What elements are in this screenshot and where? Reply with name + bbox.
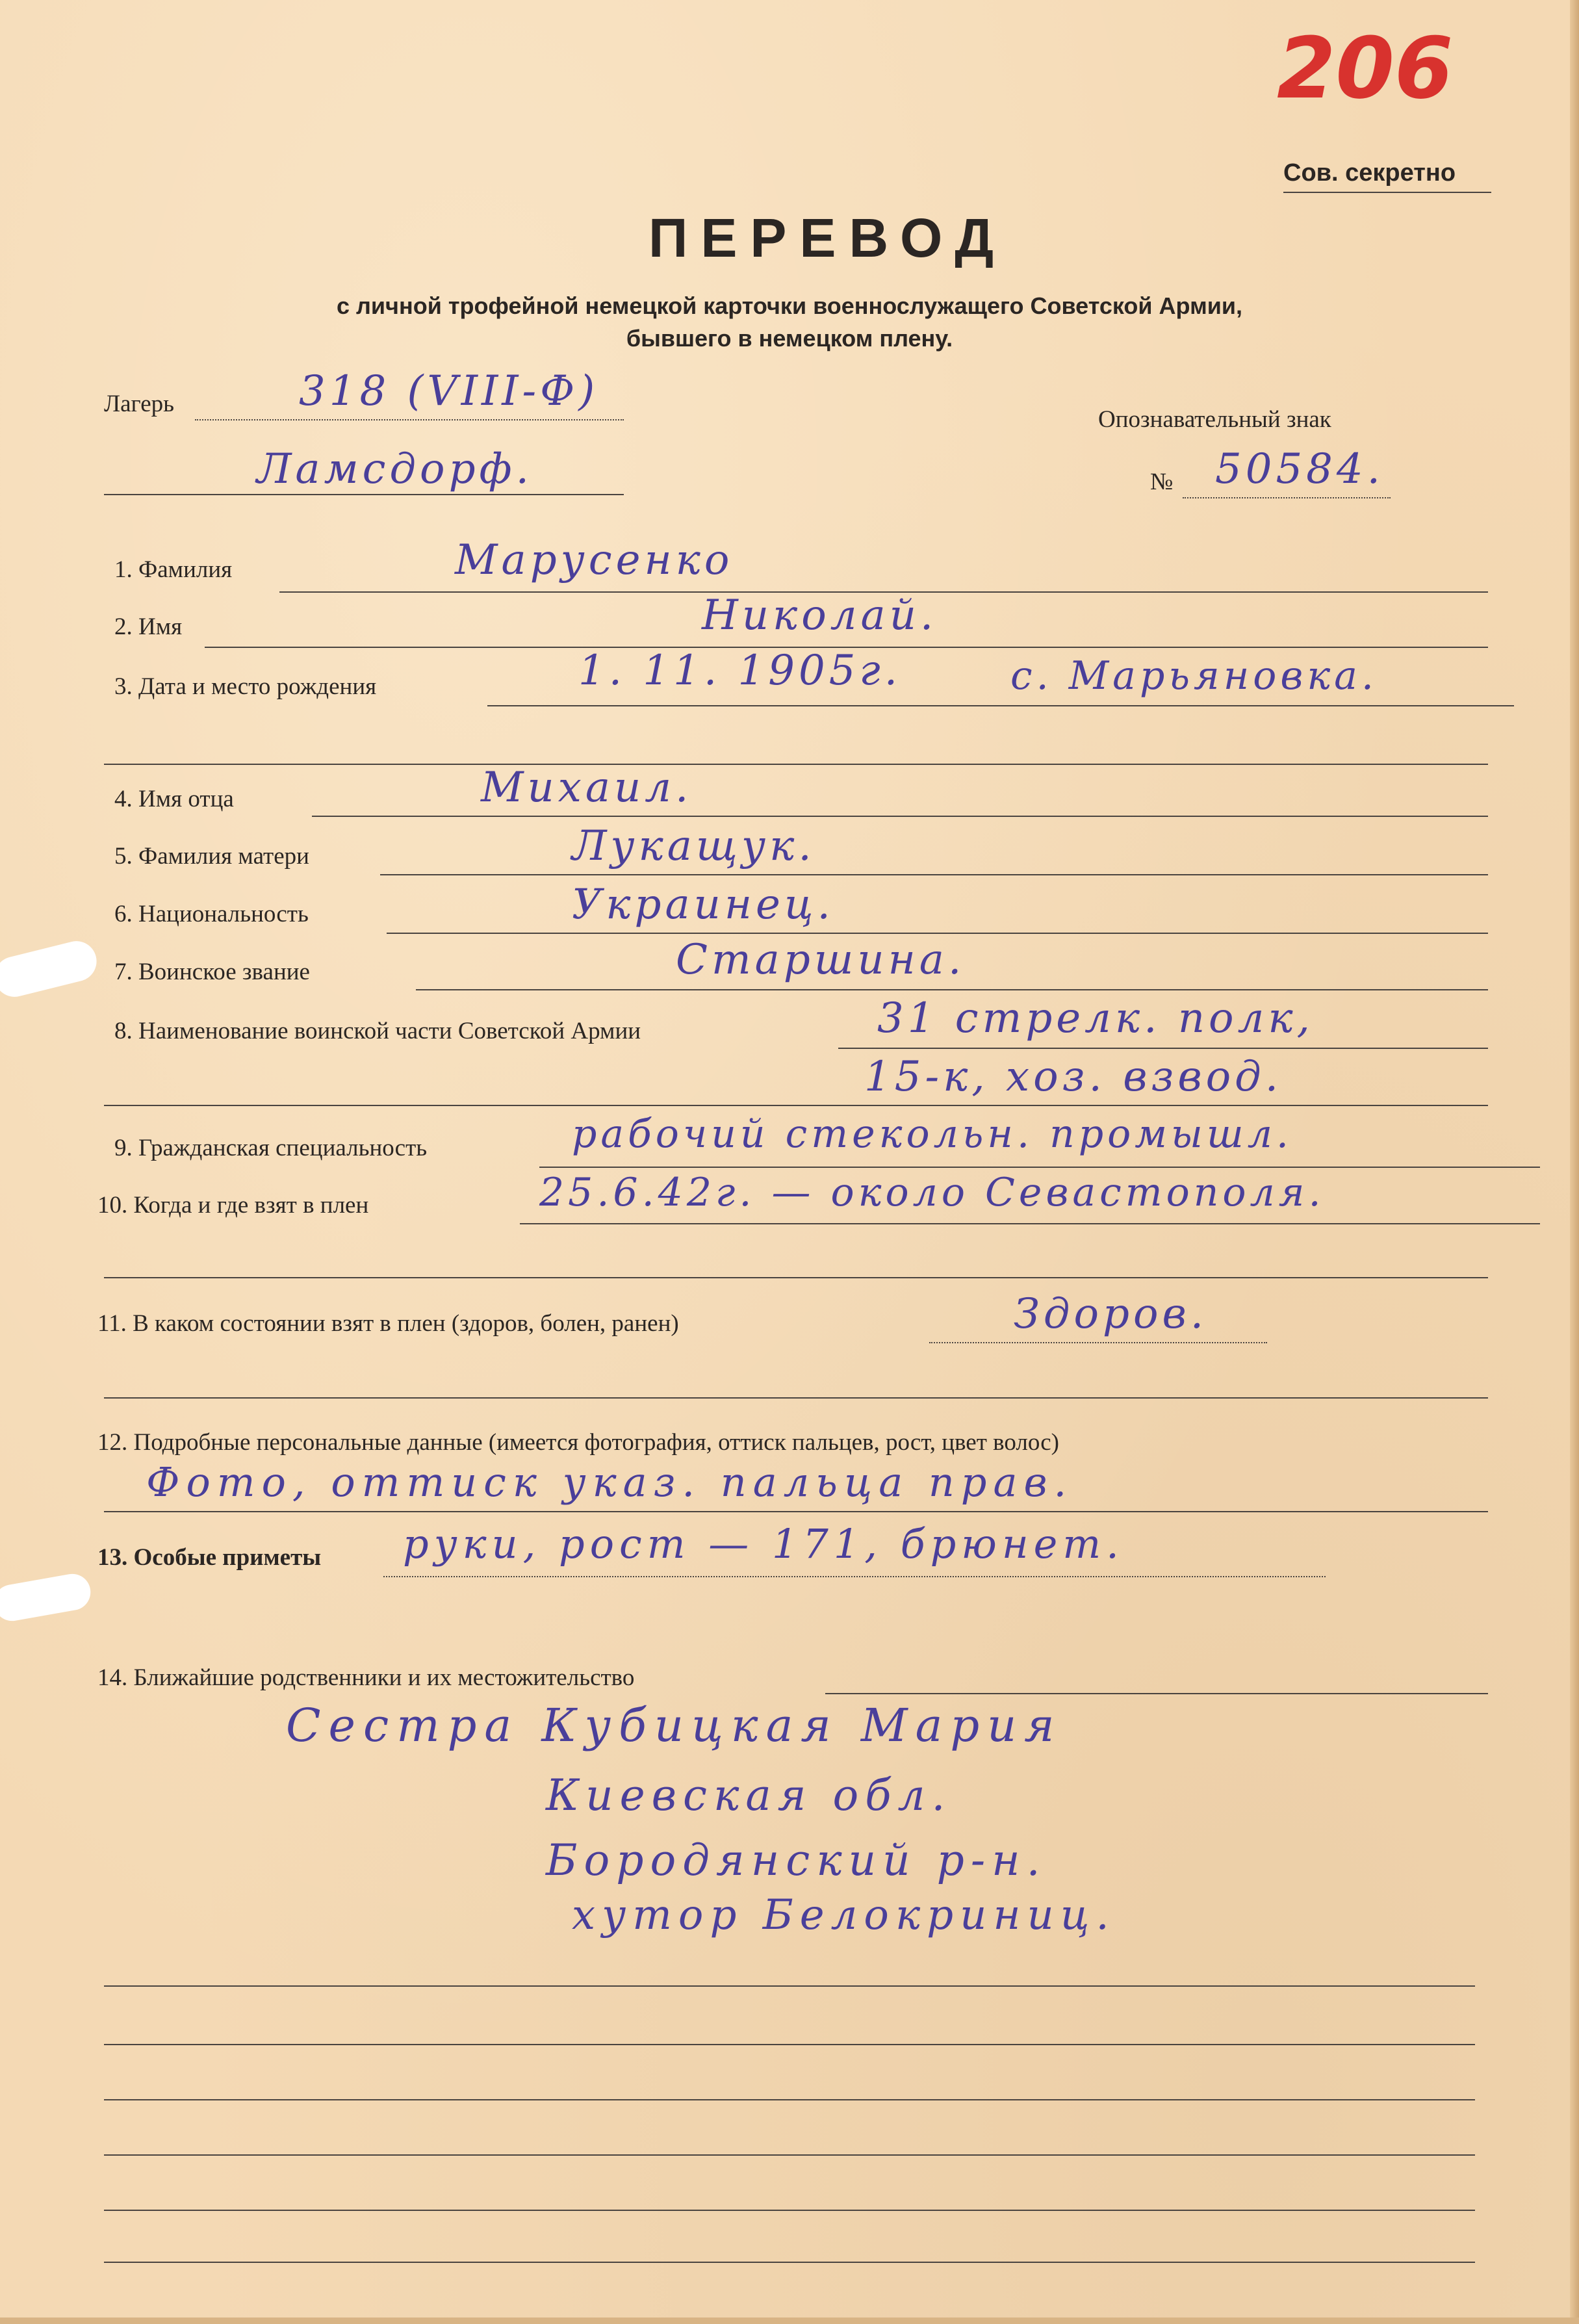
camp-place-line — [104, 494, 624, 495]
field-14-value-line3: Бородянский р-н. — [546, 1835, 1047, 1885]
blank-line — [104, 2044, 1475, 2045]
field-8-line-2 — [104, 1105, 1488, 1106]
field-1-value: Марусенко — [455, 536, 734, 584]
blank-line — [104, 2262, 1475, 2263]
field-12-label: 12. Подробные персональные данные (имеется фотография, оттиск пальцев, рост, цвет волос) — [97, 1429, 1059, 1456]
punch-hole-bottom — [0, 1571, 94, 1623]
id-tag-value: 50584. — [1215, 445, 1384, 493]
field-7-line — [416, 989, 1488, 990]
document-title: ПЕРЕВОД — [648, 207, 1007, 268]
field-14-value-line4: хутор Белокриниц. — [572, 1891, 1116, 1939]
field-7-label: 7. Воинское звание — [114, 959, 310, 985]
id-tag-label: Опознавательный знак — [1098, 406, 1331, 433]
blank-line — [104, 2154, 1475, 2156]
field-6-value: Украинец. — [572, 881, 834, 929]
field-8-value: 31 стрелк. полк, — [877, 994, 1314, 1042]
field-5-line — [380, 874, 1488, 875]
field-3-line-2 — [104, 764, 1488, 765]
field-8-value-2: 15-к, хоз. взвод. — [864, 1053, 1283, 1101]
punch-hole-top — [0, 937, 101, 1001]
field-10-label: 10. Когда и где взят в плен — [97, 1192, 369, 1219]
field-2-label: 2. Имя — [114, 613, 183, 640]
field-11-value: Здоров. — [1014, 1290, 1208, 1338]
field-11-label: 11. В каком состоянии взят в плен (здоров, болен, ранен) — [97, 1310, 679, 1337]
field-14-value-line2: Киевская обл. — [546, 1770, 952, 1820]
document-subtitle-line1: с личной трофейной немецкой карточки военнослужащего Советской Армии, — [337, 292, 1242, 319]
field-8-label: 8. Наименование воинской части Советской Армии — [114, 1018, 641, 1044]
field-7-value: Старшина. — [676, 936, 966, 984]
field-12-value: Фото, оттиск указ. пальца прав. — [146, 1458, 1073, 1506]
field-9-line — [539, 1167, 1540, 1168]
field-2-value: Николай. — [702, 591, 938, 639]
camp-dotline — [195, 419, 624, 420]
blank-line — [104, 2210, 1475, 2211]
field-4-value: Михаил. — [481, 764, 693, 812]
camp-label: Лагерь — [104, 391, 175, 417]
id-tag-dotline — [1183, 497, 1391, 498]
field-3-value: 1. 11. 1905г. — [578, 647, 902, 695]
field-11-line-2 — [104, 1397, 1488, 1399]
document-subtitle-line2: бывшего в немецком плену. — [626, 325, 953, 352]
field-5-label: 5. Фамилия матери — [114, 843, 309, 870]
field-14-label: 14. Ближайшие родственники и их местожительство — [97, 1664, 635, 1691]
field-9-value: рабочий стекольн. промышл. — [572, 1111, 1292, 1157]
field-10-line-2 — [104, 1277, 1488, 1278]
blank-line — [104, 1985, 1475, 1987]
secrecy-underline — [1283, 192, 1491, 193]
field-9-label: 9. Гражданская специальность — [114, 1135, 428, 1161]
secrecy-mark: Сов. секретно — [1283, 159, 1456, 187]
field-13-dotline — [383, 1576, 1326, 1577]
field-14-line — [825, 1693, 1488, 1694]
field-3-line — [487, 705, 1514, 706]
field-4-label: 4. Имя отца — [114, 786, 234, 812]
field-11-dotline — [929, 1342, 1267, 1343]
field-6-label: 6. Национальность — [114, 901, 309, 927]
field-4-line — [312, 816, 1488, 817]
paper-edge-bottom — [0, 2318, 1579, 2324]
field-3-value-place: с. Марьяновка. — [1010, 653, 1378, 699]
field-14-value-line1: Сестра Кубицкая Мария — [286, 1699, 1062, 1752]
field-6-line — [387, 933, 1488, 934]
camp-place-value: Ламсдорф. — [257, 445, 533, 493]
archive-page-number: 206 — [1277, 19, 1454, 118]
id-tag-number-prefix: № — [1150, 469, 1174, 495]
field-10-value: 25.6.42г. — около Севастополя. — [539, 1170, 1325, 1215]
field-5-value: Лукащук. — [572, 822, 815, 870]
field-12-line — [104, 1511, 1488, 1512]
blank-line — [104, 2099, 1475, 2100]
field-13-value: руки, рост — 171, брюнет. — [403, 1520, 1124, 1568]
field-10-line — [520, 1223, 1540, 1224]
field-1-label: 1. Фамилия — [114, 556, 233, 583]
field-13-label: 13. Особые приметы — [97, 1544, 322, 1571]
field-3-label: 3. Дата и место рождения — [114, 673, 377, 700]
field-8-line — [838, 1048, 1488, 1049]
camp-value: 318 (VIII-Ф) — [299, 367, 599, 415]
